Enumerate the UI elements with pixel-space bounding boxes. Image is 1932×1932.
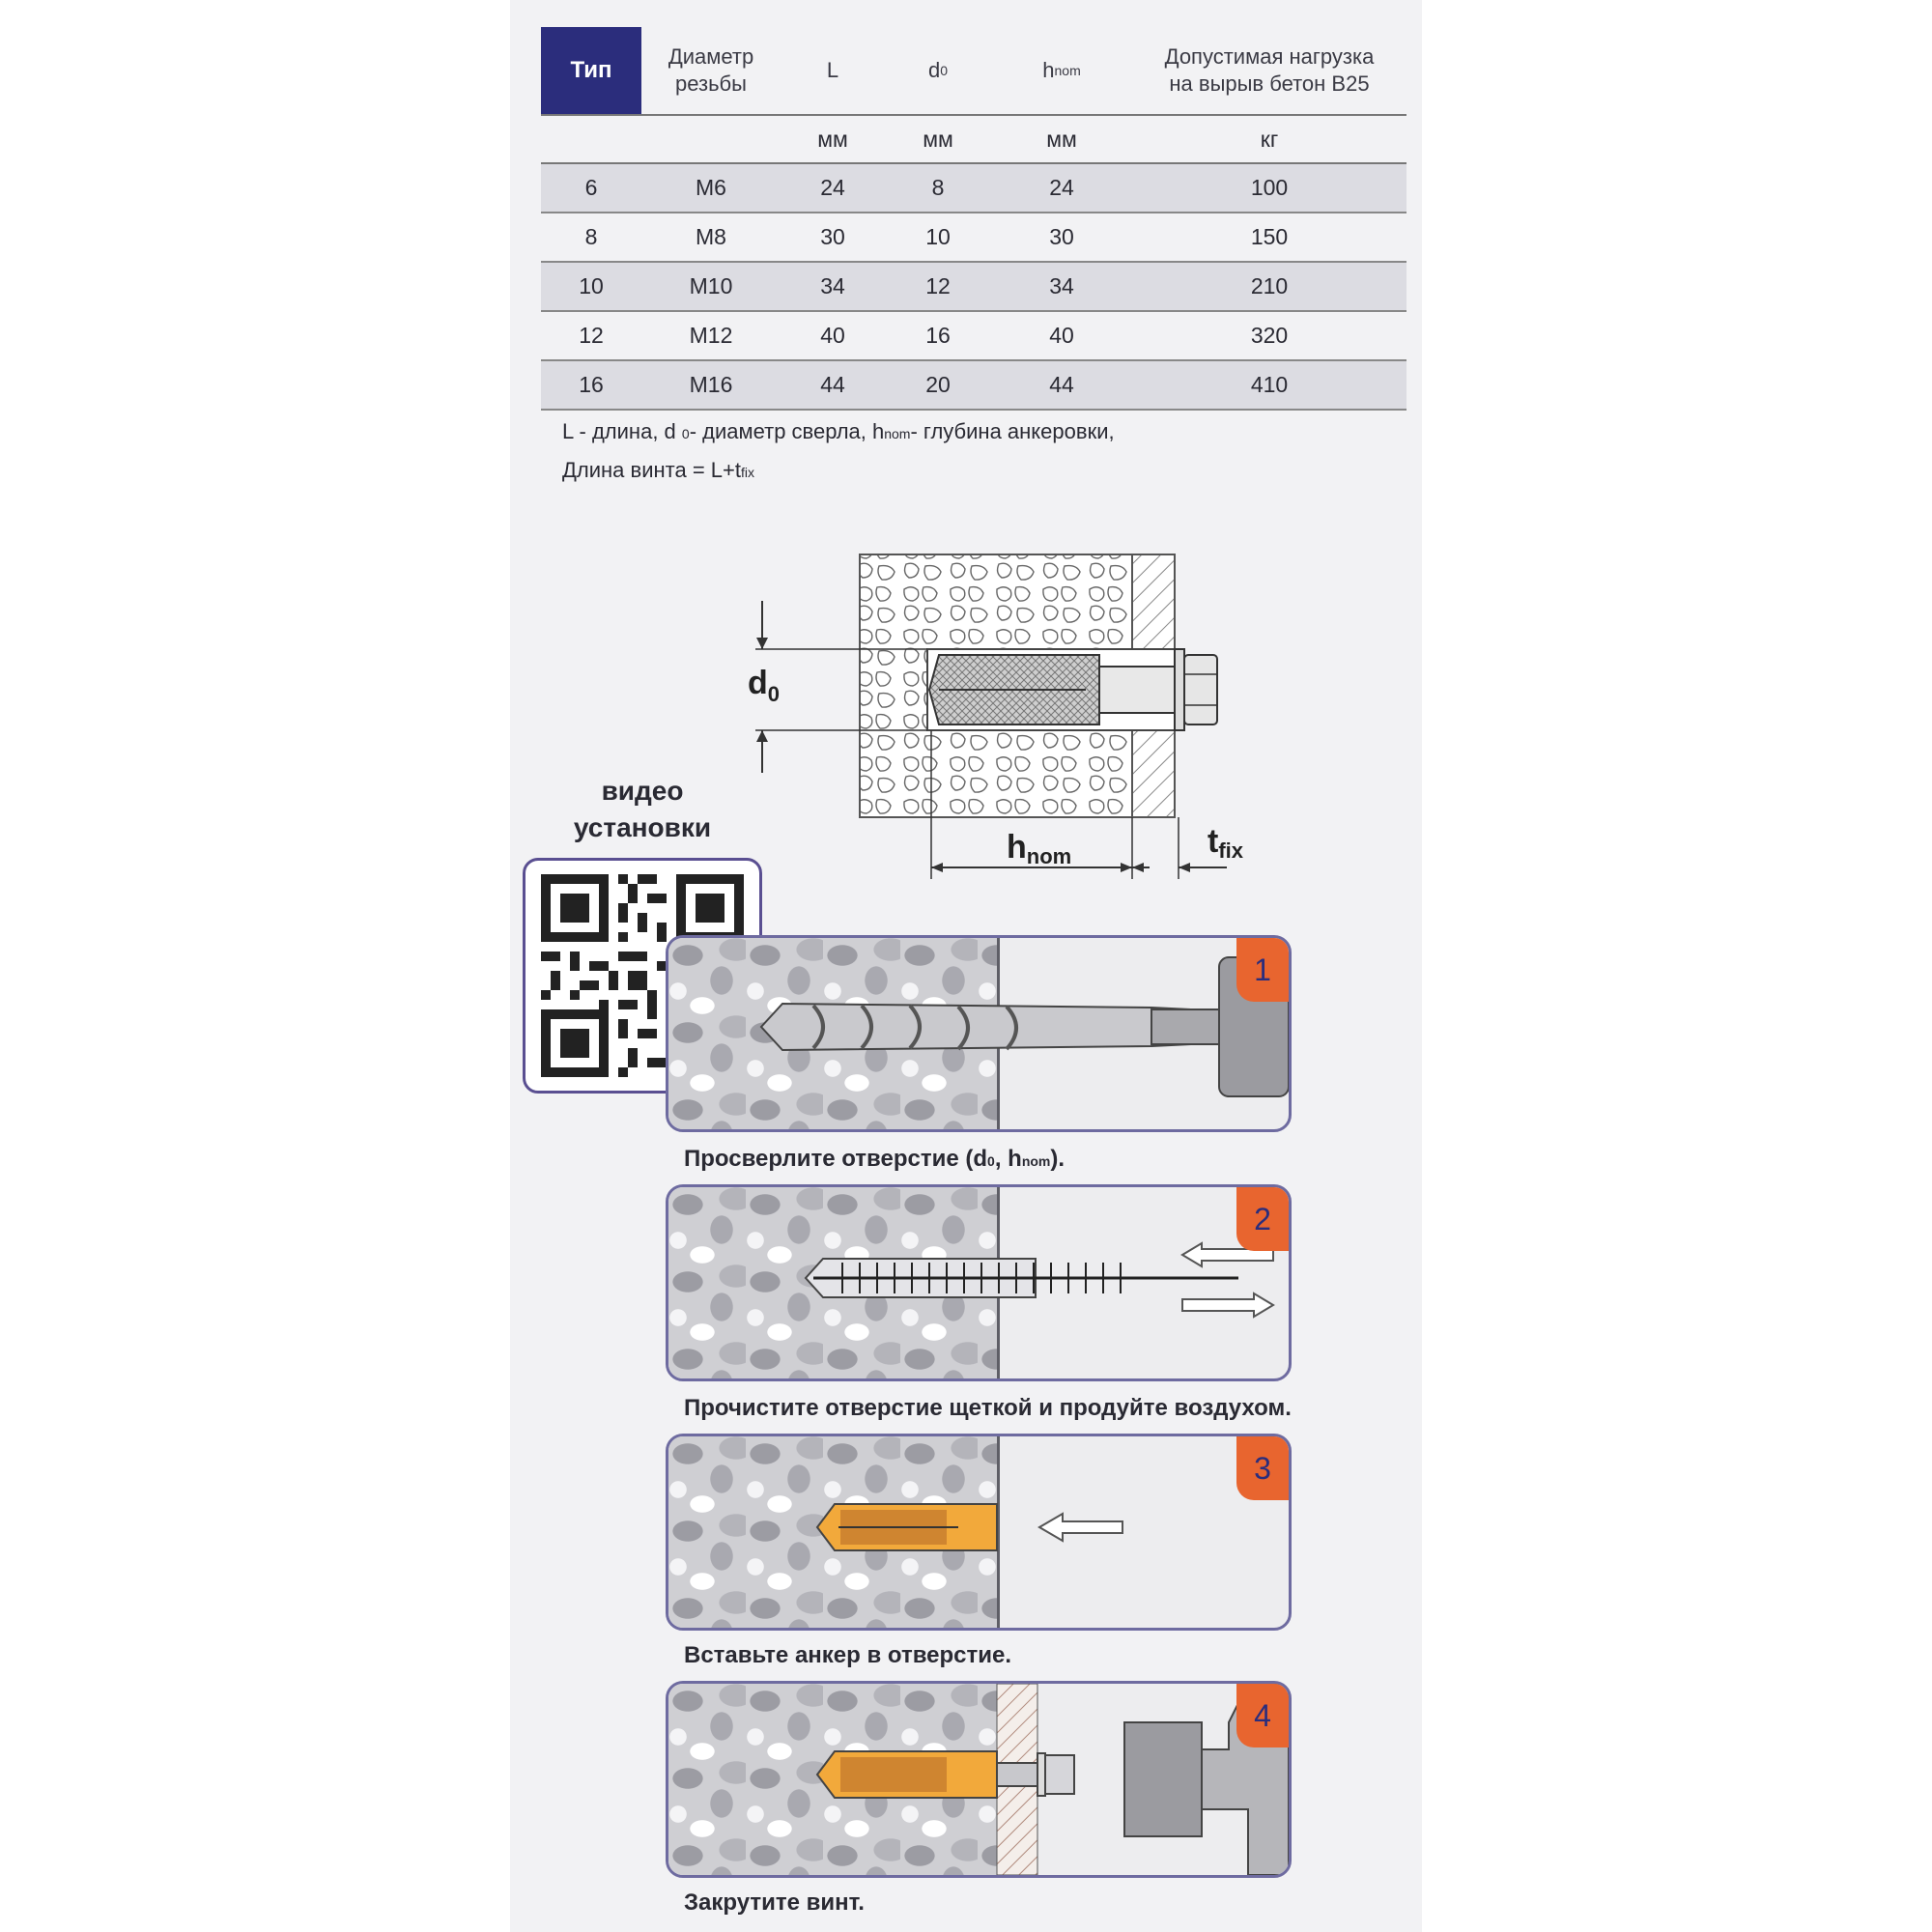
cell-thread: M16 bbox=[689, 372, 733, 397]
step-4-panel bbox=[666, 1681, 1292, 1878]
cell-type: 8 bbox=[584, 224, 598, 249]
legend-note-line2: Длина винта = L+tfix bbox=[562, 458, 754, 482]
cell-thread: M8 bbox=[696, 224, 726, 249]
cell-depth: 44 bbox=[1049, 372, 1074, 397]
unit-length: мм bbox=[817, 126, 848, 152]
cell-length: 24 bbox=[820, 175, 845, 200]
label-hnom: hnom bbox=[1007, 829, 1072, 868]
cell-drill: 8 bbox=[931, 175, 945, 200]
header-anchor-depth: h nom bbox=[1042, 58, 1081, 82]
cell-length: 40 bbox=[820, 323, 845, 348]
cell-type: 10 bbox=[579, 273, 604, 298]
arrow-right-icon bbox=[1182, 1293, 1273, 1317]
cell-drill: 20 bbox=[925, 372, 951, 397]
header-length: L bbox=[826, 58, 839, 82]
spec-table bbox=[541, 27, 1406, 411]
table-row bbox=[541, 164, 1406, 213]
cell-thread: M12 bbox=[689, 323, 733, 348]
unit-depth: мм bbox=[1046, 126, 1077, 152]
step-3-panel bbox=[666, 1434, 1292, 1631]
table-row bbox=[541, 361, 1406, 411]
arrow-left-icon bbox=[1039, 1514, 1122, 1541]
table-row bbox=[541, 263, 1406, 312]
cell-thread: M10 bbox=[689, 273, 733, 298]
cell-type: 16 bbox=[579, 372, 604, 397]
step-2-caption: Прочистите отверстие щеткой и продуйте воздухом. bbox=[684, 1395, 1292, 1421]
table-header bbox=[541, 27, 1406, 116]
cell-load: 320 bbox=[1250, 323, 1289, 348]
step-4-caption: Закрутите винт. bbox=[684, 1889, 865, 1916]
cell-depth: 24 bbox=[1049, 175, 1074, 200]
step-3-caption: Вставьте анкер в отверстие. bbox=[684, 1642, 1012, 1668]
cell-load: 150 bbox=[1250, 224, 1289, 249]
unit-drill: мм bbox=[923, 126, 953, 152]
header-thread-diameter: Диаметр резьбы bbox=[668, 44, 754, 96]
header-drill-diameter: d 0 bbox=[927, 58, 949, 82]
table-row bbox=[541, 312, 1406, 361]
step-1-caption: Просверлите отверстие (d0, hnom). bbox=[684, 1146, 1065, 1172]
cell-type: 12 bbox=[579, 323, 604, 348]
header-load: Допустимая нагрузка на вырыв бетон B25 bbox=[1164, 44, 1375, 96]
step-badge: 4 bbox=[1236, 1684, 1289, 1747]
label-tfix: tfix bbox=[1208, 823, 1244, 863]
cell-length: 30 bbox=[820, 224, 845, 249]
step-badge: 3 bbox=[1236, 1436, 1289, 1500]
header-type: Тип bbox=[541, 27, 641, 114]
unit-load: кг bbox=[1260, 126, 1279, 152]
brush-illustration bbox=[668, 1187, 1289, 1378]
washer bbox=[1175, 649, 1184, 730]
cell-type: 6 bbox=[584, 175, 598, 200]
table-row bbox=[541, 213, 1406, 263]
units-row bbox=[541, 116, 1406, 164]
anchor-diagram bbox=[715, 541, 1275, 889]
step-badge: 1 bbox=[1236, 938, 1289, 1002]
bolt-head bbox=[1184, 655, 1217, 724]
cell-drill: 10 bbox=[925, 224, 951, 249]
cell-load: 210 bbox=[1250, 273, 1289, 298]
cell-load: 100 bbox=[1250, 175, 1289, 200]
step-badge: 2 bbox=[1236, 1187, 1289, 1251]
anchor-neck bbox=[1099, 667, 1175, 713]
step-2-panel bbox=[666, 1184, 1292, 1381]
cell-depth: 30 bbox=[1049, 224, 1074, 249]
drill-bit-illustration bbox=[668, 938, 1289, 1129]
legend-note-line1: L - длина, d 0- диаметр сверла, hnom- глубина анкеровки, bbox=[562, 419, 1115, 443]
step-1-panel bbox=[666, 935, 1292, 1132]
anchor-insert-illustration bbox=[668, 1436, 1289, 1628]
cell-length: 34 bbox=[820, 273, 845, 298]
label-d0: $d_0$ bbox=[748, 665, 781, 706]
cell-drill: 12 bbox=[925, 273, 951, 298]
cell-depth: 40 bbox=[1049, 323, 1074, 348]
cell-depth: 34 bbox=[1049, 273, 1074, 298]
cell-load: 410 bbox=[1250, 372, 1289, 397]
screw-tighten-illustration bbox=[668, 1684, 1289, 1875]
qr-title: видео установки bbox=[573, 776, 712, 842]
cell-drill: 16 bbox=[925, 323, 951, 348]
cell-length: 44 bbox=[820, 372, 845, 397]
cell-thread: M6 bbox=[696, 175, 726, 200]
